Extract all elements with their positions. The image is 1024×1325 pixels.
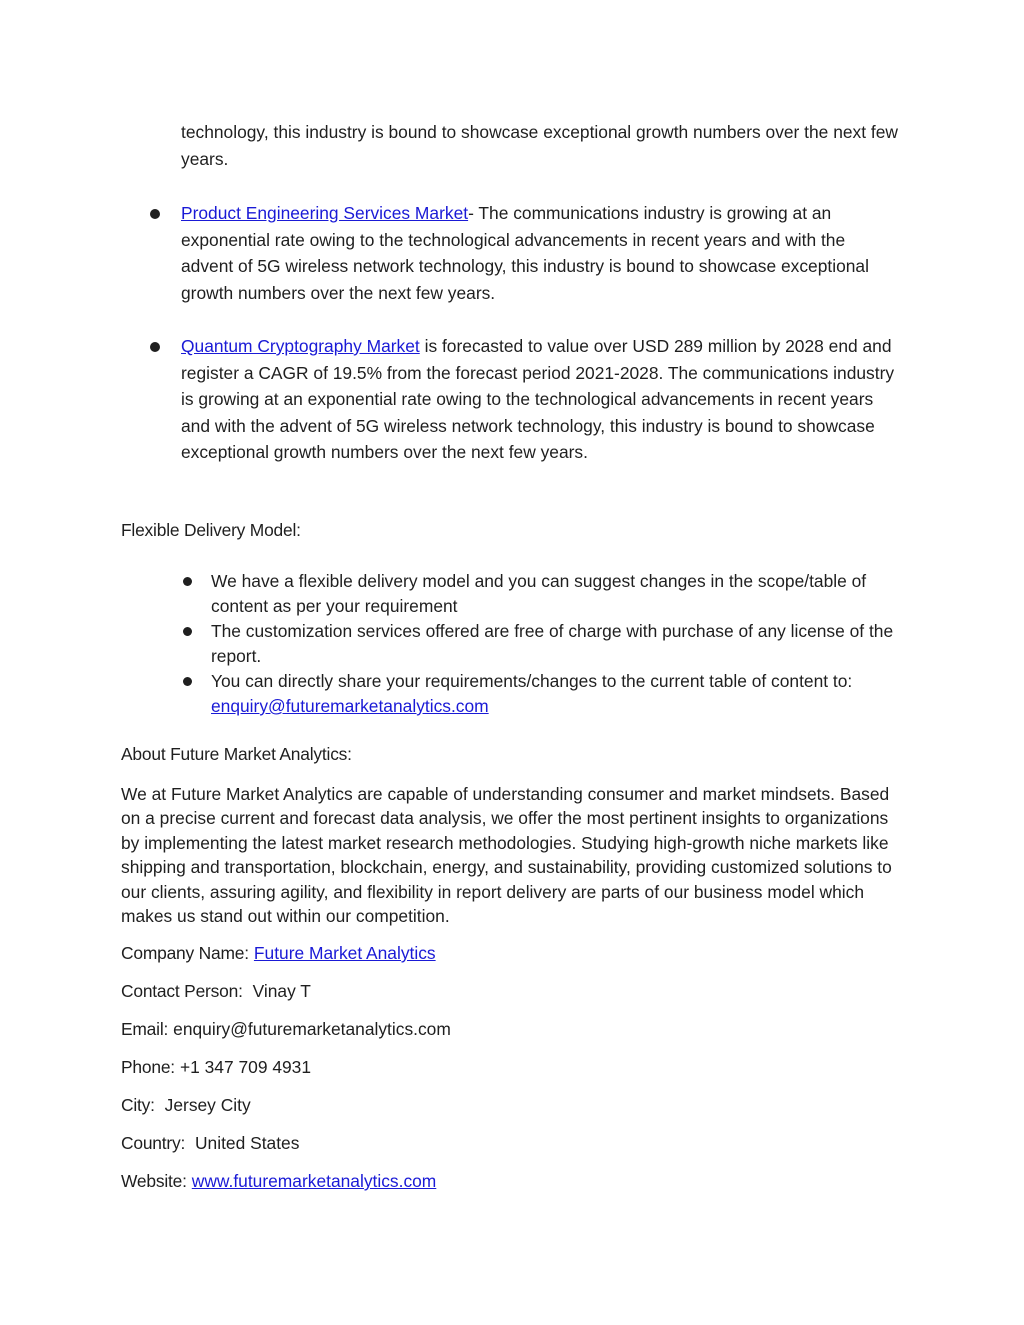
company-label: Company Name xyxy=(121,943,245,963)
quantum-cryptography-link[interactable]: Quantum Cryptography Market xyxy=(181,336,420,356)
product-engineering-link[interactable]: Product Engineering Services Market xyxy=(181,203,469,223)
phone-label: Phone xyxy=(121,1057,171,1077)
email-label: Email xyxy=(121,1019,164,1039)
email-value: enquiry@futuremarketanalytics.com xyxy=(173,1019,451,1039)
list-item: The customization services offered are free of charge with purchase of any license of the report. xyxy=(211,621,894,666)
website-row: Website: www.futuremarketanalytics.com xyxy=(121,1171,437,1191)
bullet-icon xyxy=(183,627,192,636)
delivery-heading: Flexible Delivery Model: xyxy=(121,520,301,540)
city-value: Jersey City xyxy=(164,1095,251,1115)
list-item xyxy=(181,200,901,306)
contact-person-row: Contact Person: Vinay T xyxy=(121,981,311,1001)
about-heading: About Future Market Analytics: xyxy=(121,744,352,764)
email-row: Email: enquiry@futuremarketanalytics.com xyxy=(121,1019,451,1039)
website-link[interactable]: www.futuremarketanalytics.com xyxy=(191,1171,437,1191)
phone-value: +1 347 709 4931 xyxy=(179,1057,312,1077)
city-label: City xyxy=(121,1095,151,1115)
city-row: City: Jersey City xyxy=(121,1095,251,1115)
phone-row: Phone: +1 347 709 4931 xyxy=(121,1057,312,1077)
country-row: Country: United States xyxy=(121,1133,300,1153)
list-item xyxy=(181,333,901,466)
list-item-text: You can directly share your requirements/changes to the current table of content to: xyxy=(211,671,853,691)
bullet-icon xyxy=(150,342,160,352)
website-label: Website xyxy=(121,1171,183,1191)
bullet-icon xyxy=(183,577,192,586)
company-link[interactable]: Future Market Analytics xyxy=(253,943,436,963)
contact-person-value: Vinay T xyxy=(252,981,311,1001)
enquiry-email-link[interactable]: enquiry@futuremarketanalytics.com xyxy=(211,696,489,716)
list-item xyxy=(211,669,911,719)
bullet-icon xyxy=(150,209,160,219)
about-paragraph: We at Future Market Analytics are capable of understanding consumer and market mindsets. Based on a precise current and forecast data analysis, we offer the most pertinent insights to organizations by implementing the latest market research methodologies. Studying high-growth niche markets like shipping and transportation, blockchain, energy, and sustainability, providing customized solutions to our clients, assuring agility, and flexibility in report delivery are parts of our business model which makes us stand out within our competition. xyxy=(121,784,892,927)
continued-bullet-text: technology, this industry is bound to showcase exceptional growth numbers over the next few years. xyxy=(181,122,898,169)
contact-person-label: Contact Person xyxy=(121,981,239,1001)
list-item-text: is forecasted to value over USD 289 million by 2028 end and register a CAGR of 19.5% from the forecast period 2021-2028. The communications industry is growing at an exponential rate owing to the technological advancements in recent years and with the advent of 5G wireless network technology, this industry is bound to showcase exceptional growth numbers over the next few years. xyxy=(181,336,895,463)
country-label: Country xyxy=(121,1133,181,1153)
list-item: We have a flexible delivery model and you can suggest changes in the scope/table of content as per your requirement xyxy=(211,571,867,616)
company-row: Company Name: Future Market Analytics xyxy=(121,943,436,963)
list-item-text: - The communications industry is growing at an exponential rate owing to the technological advancements in recent years and with the advent of 5G wireless network technology, this industry is bound to showcase exceptional growth numbers over the next few years. xyxy=(181,203,869,303)
country-value: United States xyxy=(195,1133,300,1153)
bullet-icon xyxy=(183,677,192,686)
